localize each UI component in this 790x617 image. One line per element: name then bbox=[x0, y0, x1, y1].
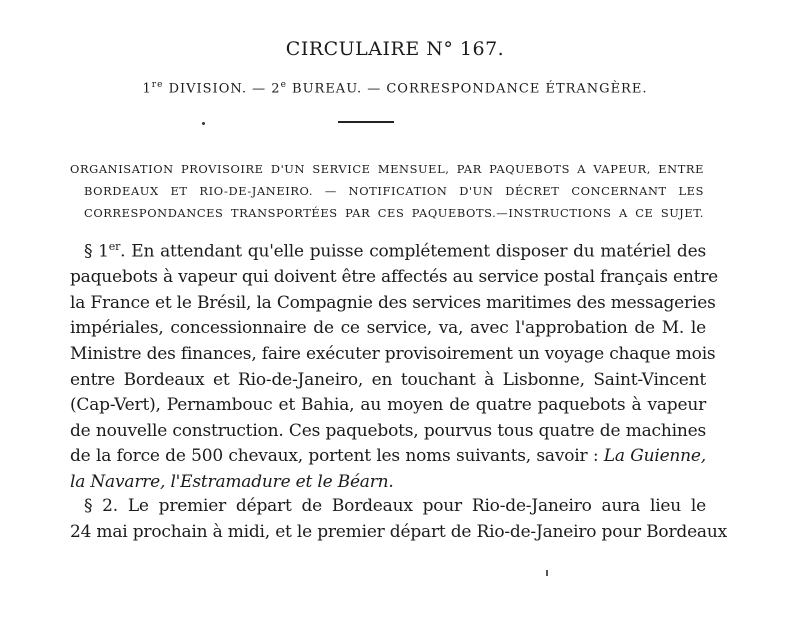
paragraph-1-line-5: Ministre des finances, faire exécuter provisoirement un voyage chaque mois bbox=[70, 344, 716, 365]
ink-mark bbox=[546, 570, 548, 576]
paragraph-1-line-6: entre Bordeaux et Rio-de-Janeiro, en touchant à Lisbonne, Saint-Vincent bbox=[70, 369, 706, 390]
ship-names: la Navarre, l'Estramadure et le Béarn. bbox=[70, 472, 394, 492]
summary-line-1: ORGANISATION PROVISOIRE D'UN SERVICE MENSUEL, PAR PAQUEBOTS A VAPEUR, ENTRE bbox=[70, 162, 704, 176]
summary-line-3: CORRESPONDANCES TRANSPORTÉES PAR CES PAQUEBOTS.—INSTRUCTIONS A CE SUJET. bbox=[84, 206, 704, 220]
paragraph-1-line-9 bbox=[70, 444, 706, 470]
paragraph-1-line-9-text: de la force de 500 chevaux, portent les noms suivants, savoir : bbox=[70, 446, 604, 467]
paragraph-1-line-2: paquebots à vapeur qui doivent être affectés au service postal français entre bbox=[70, 267, 718, 288]
header-divider-rule bbox=[338, 121, 394, 123]
paragraph-1-line-3: la France et le Brésil, la Compagnie des services maritimes des messageries bbox=[70, 292, 716, 313]
section-superscript: er bbox=[108, 240, 121, 253]
bureau-superscript: e bbox=[280, 80, 287, 90]
section-mark: § 1 bbox=[84, 241, 109, 262]
circular-title: CIRCULAIRE N° 167. bbox=[285, 38, 505, 60]
summary-block bbox=[70, 158, 704, 224]
paragraph-2-line-1: § 2. Le premier départ de Bordeaux pour Rio-de-Janeiro aura lieu le bbox=[84, 496, 706, 516]
paragraph-2 bbox=[70, 494, 728, 545]
paragraph-1-line-4: impériales, concessionnaire de ce service, va, avec l'approbation de M. le bbox=[70, 318, 706, 339]
ship-name-guienne: La Guienne, bbox=[603, 446, 706, 467]
division-number: 1 bbox=[142, 81, 152, 97]
division-word: DIVISION. — 2 bbox=[163, 81, 281, 97]
paragraph-1-line-1 bbox=[70, 234, 706, 265]
paragraph-1-line-7: (Cap-Vert), Pernambouc et Bahia, au moyen de quatre paquebots à vapeur bbox=[70, 395, 706, 416]
paragraph-1 bbox=[70, 234, 718, 496]
paragraph-2-line-2: 24 mai prochain à midi, et le premier départ de Rio-de-Janeiro pour Bordeaux bbox=[70, 521, 728, 542]
summary-line-2: BORDEAUX ET RIO-DE-JANEIRO. — NOTIFICATION D'UN DÉCRET CONCERNANT LES bbox=[84, 184, 704, 198]
paragraph-1-line-10 bbox=[70, 470, 706, 496]
ink-speck bbox=[202, 122, 205, 125]
paragraph-1-line-1-text: . En attendant qu'elle puisse complétement disposer du matériel des bbox=[120, 241, 706, 262]
paragraph-1-line-8: de nouvelle construction. Ces paquebots, pourvus tous quatre de machines bbox=[70, 420, 706, 441]
division-superscript: re bbox=[151, 80, 164, 90]
bureau-text: BUREAU. — CORRESPONDANCE ÉTRANGÈRE. bbox=[286, 81, 648, 97]
division-subtitle bbox=[0, 80, 790, 96]
